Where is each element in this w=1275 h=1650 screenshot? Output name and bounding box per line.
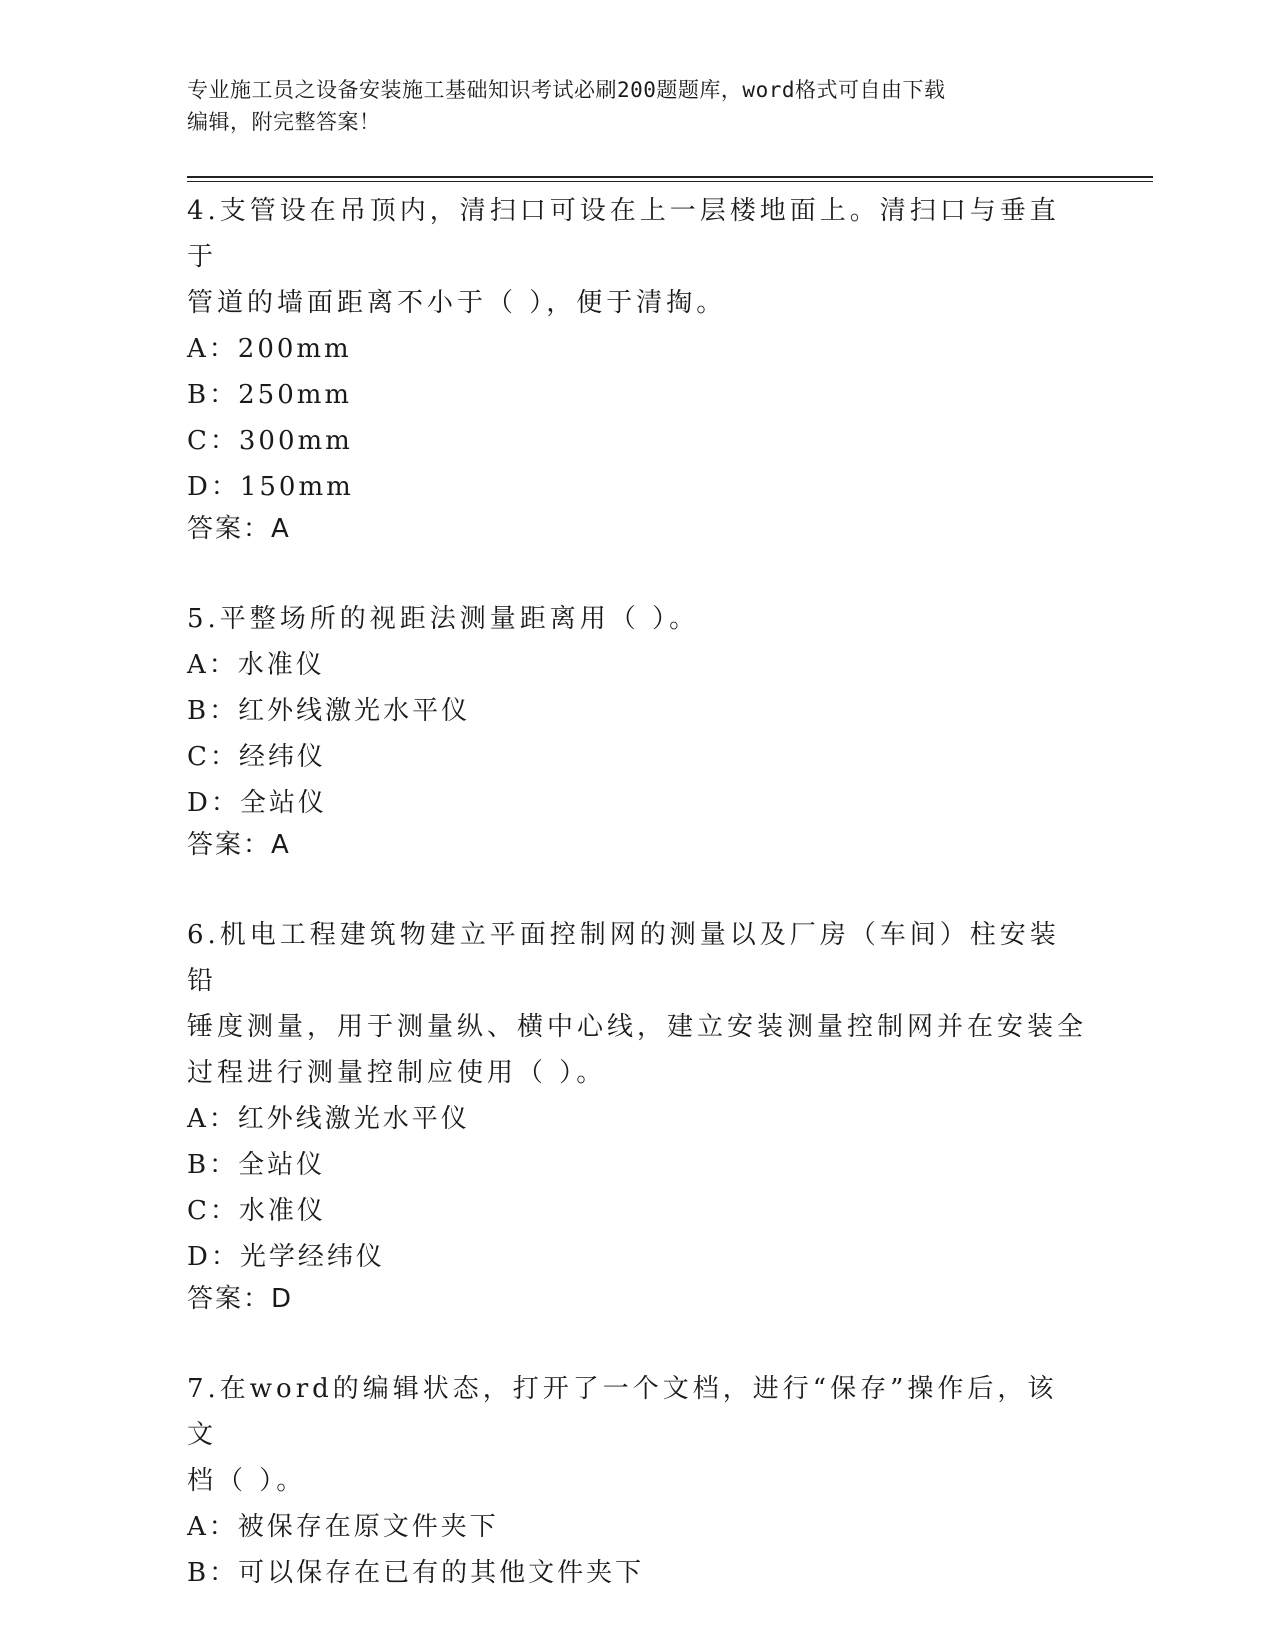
question-text <box>187 596 1087 642</box>
question-text <box>187 188 1087 326</box>
option-d: D：全站仪 <box>187 788 327 818</box>
option-b: B：可以保存在已有的其他文件夹下 <box>187 1558 645 1588</box>
question-line: 档（ ）。 <box>187 1466 307 1496</box>
question-text <box>187 912 1087 1096</box>
option-a: A：红外线激光水平仪 <box>187 1104 470 1134</box>
header-rule-thick <box>187 176 1153 178</box>
option-c: C：经纬仪 <box>187 742 326 772</box>
header-rule-thin <box>187 181 1153 182</box>
question-line: 锤度测量，用于测量纵、横中心线，建立安装测量控制网并在安装全 <box>187 1012 1088 1042</box>
option-a: A：被保存在原文件夹下 <box>187 1512 499 1542</box>
option-b: B：全站仪 <box>187 1150 326 1180</box>
spacer <box>187 866 1087 912</box>
question-block <box>187 188 1087 550</box>
answer-line: 答案：A <box>187 830 291 860</box>
option-c: C：水准仪 <box>187 1196 326 1226</box>
question-line: 过程进行测量控制应使用（ ）。 <box>187 1058 607 1088</box>
question-line: 5.平整场所的视距法测量距离用（ ）。 <box>187 604 700 634</box>
question-block <box>187 1366 1087 1596</box>
option-a: A：200mm <box>187 334 352 364</box>
option-b: B：红外线激光水平仪 <box>187 696 471 726</box>
answer-line: 答案：A <box>187 514 291 544</box>
question-line: 管道的墙面距离不小于（ ），便于清掏。 <box>187 288 727 318</box>
header-line-1: 专业施工员之设备安装施工基础知识考试必刷200题题库，word格式可自由下载 <box>187 78 946 102</box>
question-line: 4.支管设在吊顶内，清扫口可设在上一层楼地面上。清扫口与垂直于 <box>187 196 1060 272</box>
question-block <box>187 596 1087 866</box>
option-d: D：光学经纬仪 <box>187 1242 385 1272</box>
question-line: 7.在word的编辑状态，打开了一个文档，进行“保存”操作后，该文 <box>187 1374 1058 1450</box>
answer-line: 答案：D <box>187 1284 294 1314</box>
question-line: 6.机电工程建筑物建立平面控制网的测量以及厂房（车间）柱安装铅 <box>187 920 1060 996</box>
question-block <box>187 912 1087 1320</box>
document-header <box>187 74 1067 138</box>
spacer <box>187 1320 1087 1366</box>
option-c: C：300mm <box>187 426 353 456</box>
option-d: D：150mm <box>187 472 354 502</box>
spacer <box>187 550 1087 596</box>
question-list <box>187 188 1087 1596</box>
option-b: B：250mm <box>187 380 353 410</box>
option-a: A：水准仪 <box>187 650 325 680</box>
header-line-2: 编辑，附完整答案！ <box>187 110 381 134</box>
question-text <box>187 1366 1087 1504</box>
